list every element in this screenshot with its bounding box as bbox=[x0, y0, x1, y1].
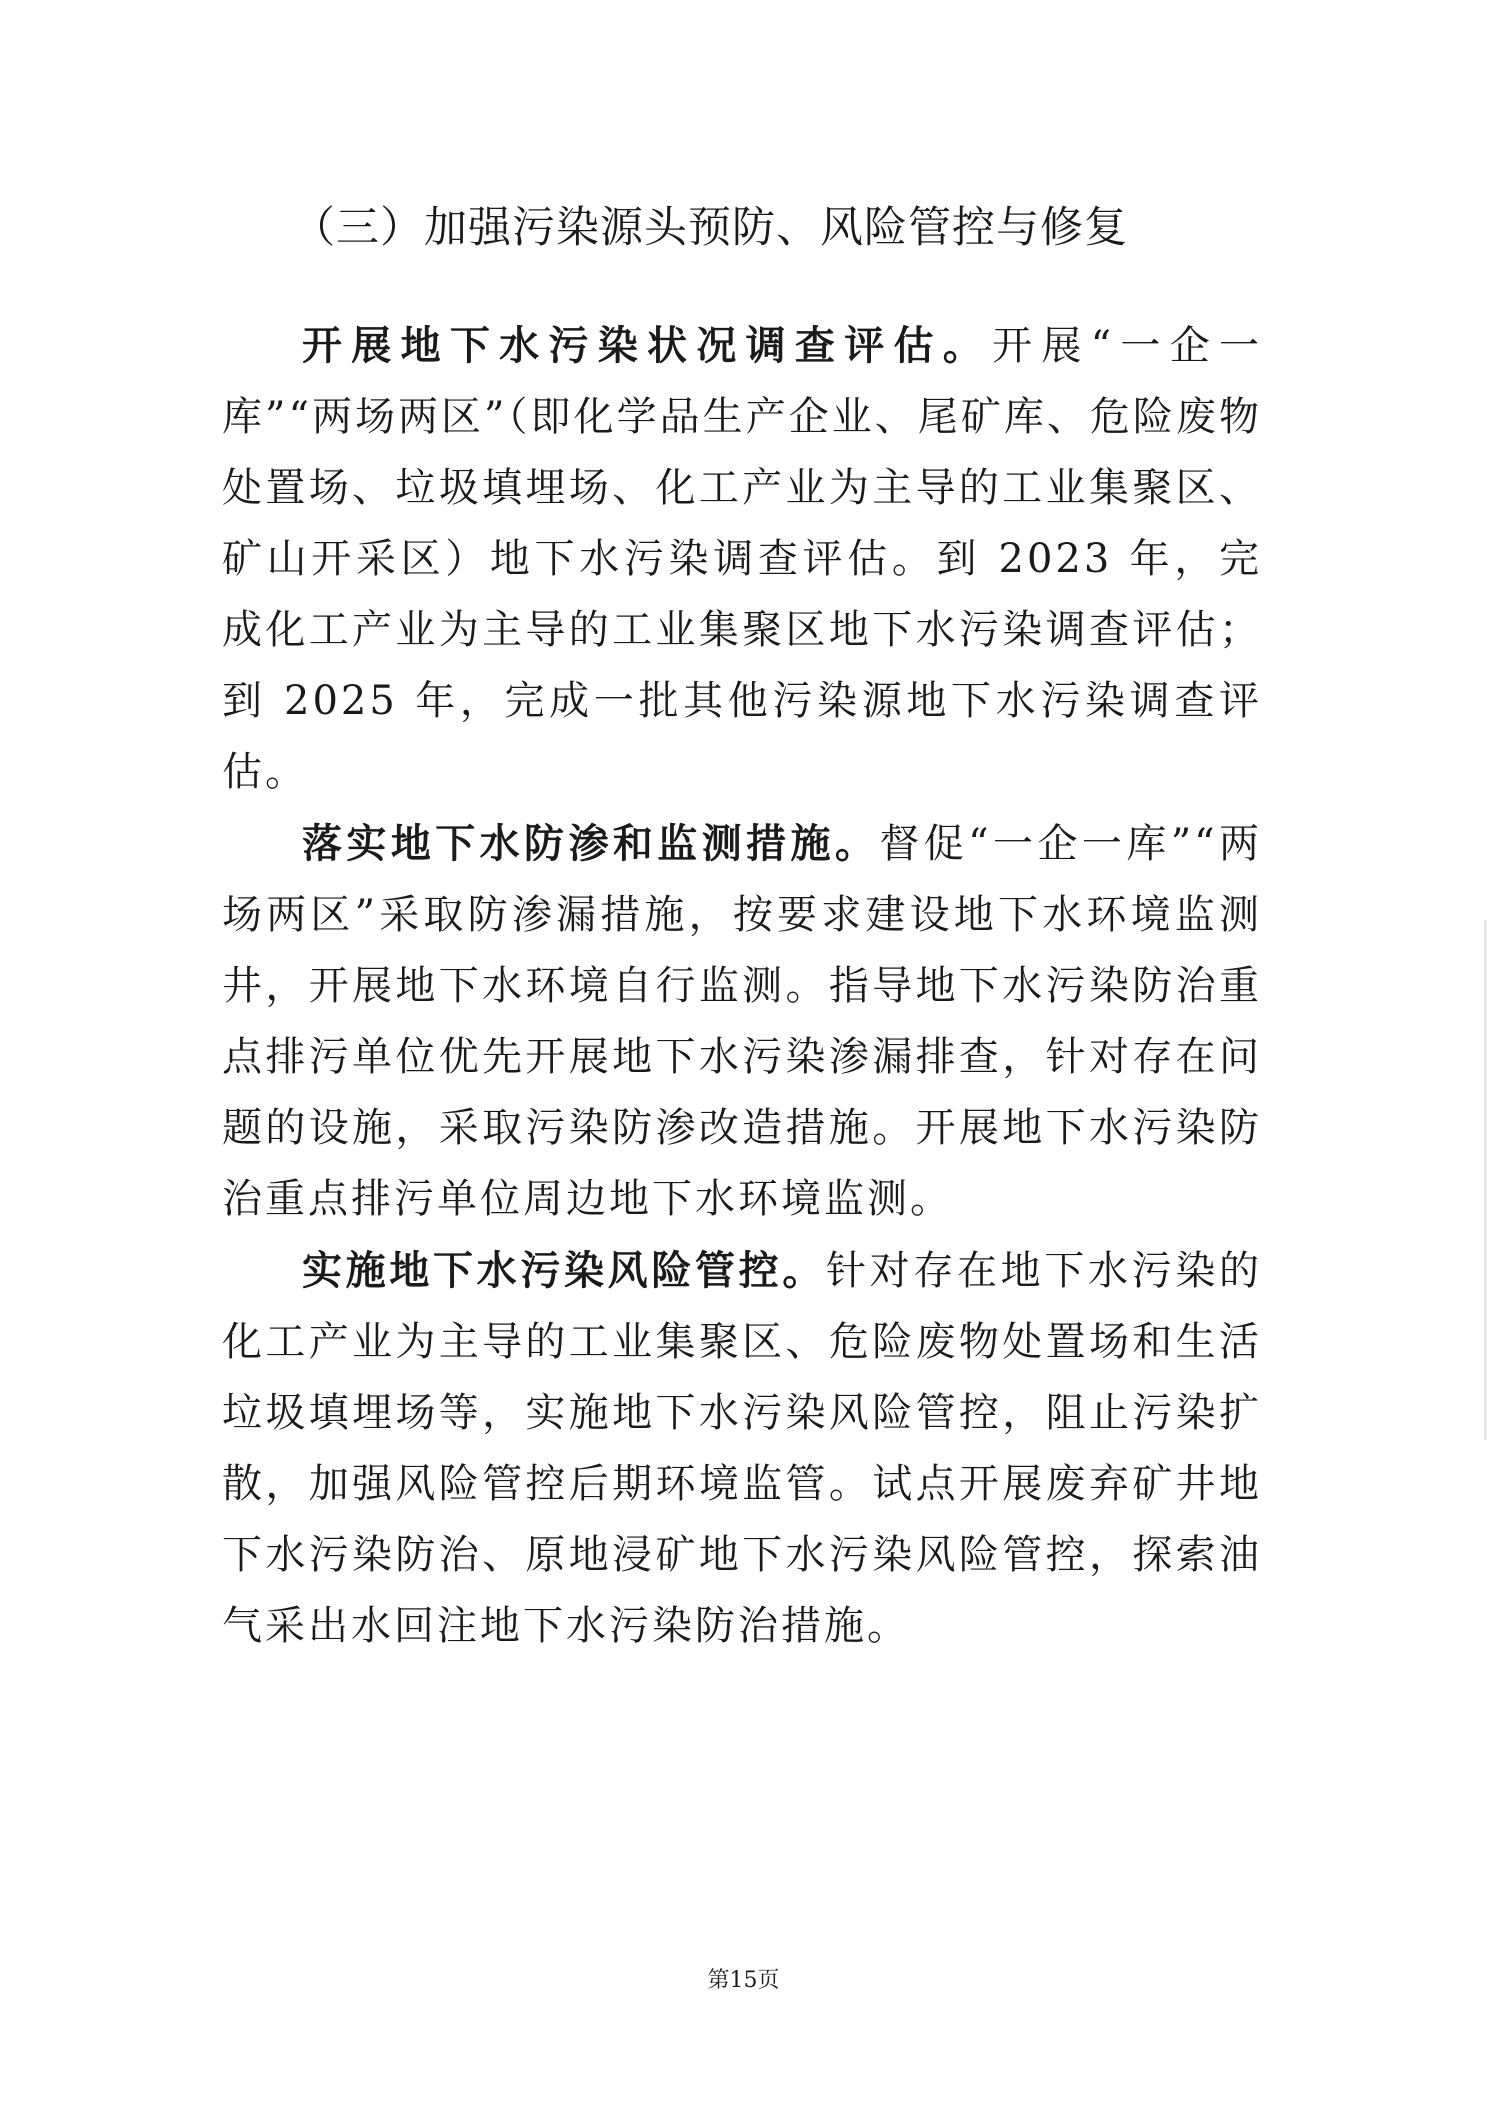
section-heading: （三）加强污染源头预防、风险管控与修复 bbox=[292, 203, 1128, 253]
paragraph-text: 针对存在地下水污染的化工产业为主导的工业集聚区、危险废物处置场和生活垃圾填埋场等，实施地下水污染风险管控，阻止污染扩散，加强风险管控后期环境监管。试点开展废弃矿井地下水污染防治、原地浸矿地下水污染风险管控，探索油气采出水回注地下水污染防治措施。 bbox=[222, 1248, 1262, 1649]
paragraph-groundwater-survey bbox=[222, 310, 1262, 808]
paragraph-text: 开展“一企一库”“两场两区”（即化学品生产企业、尾矿库、危险废物处置场、垃圾填埋场、化工产业为主导的工业集聚区、矿山开采区）地下水污染调查评估。到 2023 年，完成化工产业为主导的工业集聚区地下水污染调查评估；到 2025 年，完成一批其他污染源地下水污染调查评估。 bbox=[222, 323, 1263, 795]
paragraph-lead: 实施地下水污染风险管控。 bbox=[302, 1247, 826, 1294]
paragraph-lead: 开展地下水污染状况调查评估。 bbox=[302, 322, 993, 369]
paragraph-seepage-monitoring bbox=[222, 808, 1262, 1235]
paragraph-lead: 落实地下水防渗和监测措施。 bbox=[302, 820, 880, 867]
page-number: 第15页 bbox=[707, 1968, 780, 1993]
body-text bbox=[222, 310, 1262, 1662]
paragraph-risk-control bbox=[222, 1235, 1262, 1662]
paragraph-text: 督促“一企一库”“两场两区”采取防渗漏措施，按要求建设地下水环境监测井，开展地下水环境自行监测。指导地下水污染防治重点排污单位优先开展地下水污染渗漏排查，针对存在问题的设施，采取污染防渗改造措施。开展地下水污染防治重点排污单位周边地下水环境监测。 bbox=[222, 821, 1262, 1222]
